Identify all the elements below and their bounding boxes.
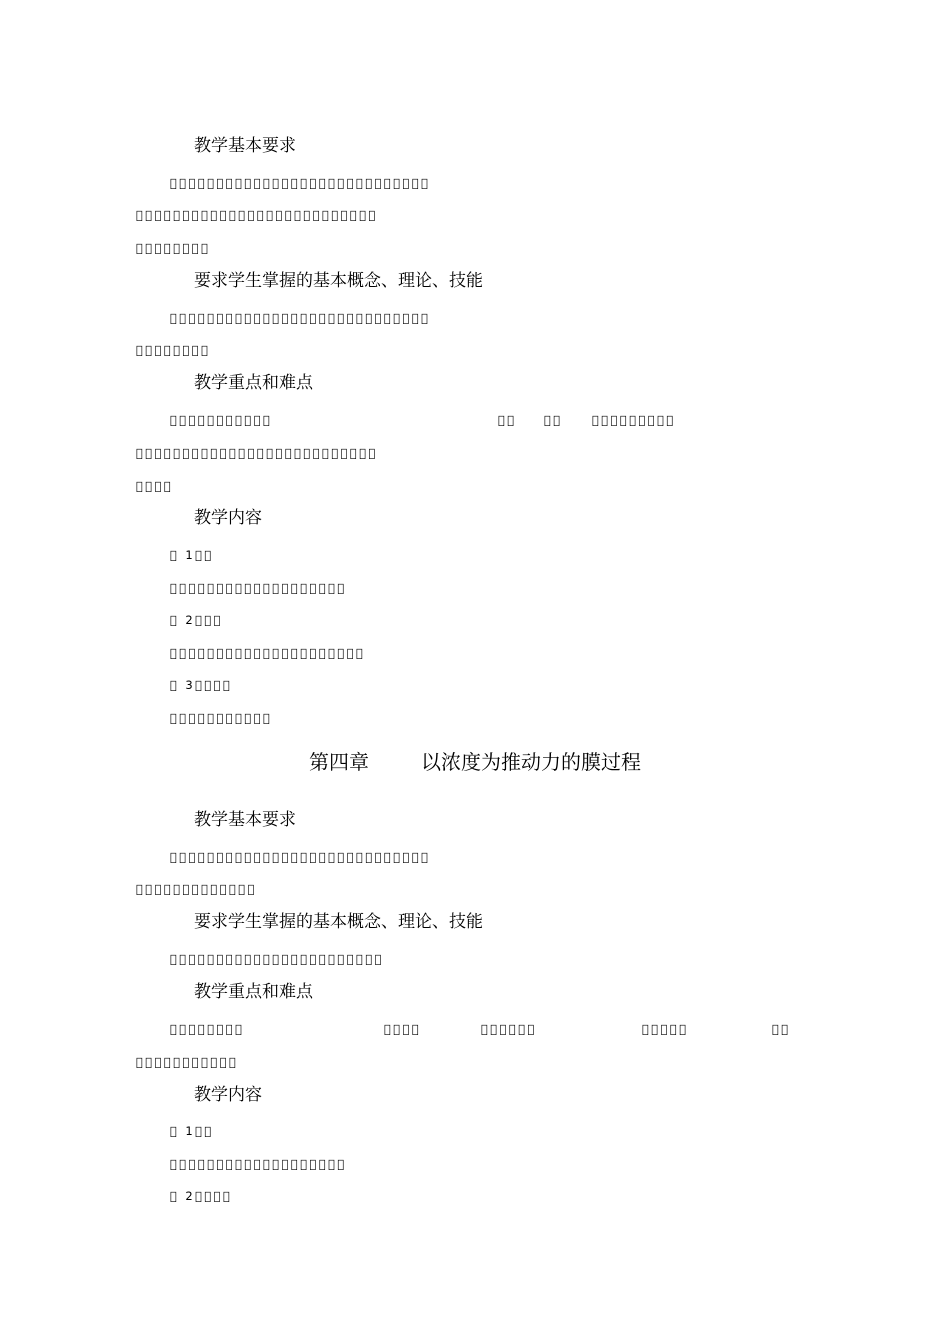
basic-requirements-line: 􀀀􀀀􀀀􀀀􀀀􀀀􀀀􀀀􀀀􀀀􀀀􀀀􀀀􀀀􀀀􀀀􀀀􀀀􀀀􀀀􀀀􀀀􀀀􀀀􀀀􀀀􀀀􀀀 bbox=[170, 176, 431, 190]
chapter-title-number: 第四章 bbox=[309, 750, 369, 774]
key-points-fragment: 􀀀􀀀 bbox=[772, 1022, 791, 1036]
concepts-line: 􀀀􀀀􀀀􀀀􀀀􀀀􀀀􀀀􀀀􀀀􀀀􀀀􀀀􀀀􀀀􀀀􀀀􀀀􀀀􀀀􀀀􀀀􀀀 bbox=[170, 952, 384, 966]
heading-content: 教学内容 bbox=[194, 508, 262, 528]
basic-requirements-line: 􀀀􀀀􀀀􀀀􀀀􀀀􀀀􀀀 bbox=[136, 241, 211, 255]
content-item-number: 􀀀 2􀀀􀀀􀀀 bbox=[170, 613, 223, 627]
content-item-number: 􀀀 3􀀀􀀀􀀀􀀀 bbox=[170, 678, 233, 692]
content-item-number: 􀀀 1􀀀􀀀 bbox=[170, 548, 214, 562]
basic-requirements-line: 􀀀􀀀􀀀􀀀􀀀􀀀􀀀􀀀􀀀􀀀􀀀􀀀􀀀􀀀􀀀􀀀􀀀􀀀􀀀􀀀􀀀􀀀􀀀􀀀􀀀􀀀 bbox=[136, 208, 378, 222]
basic-requirements-line: 􀀀􀀀􀀀􀀀􀀀􀀀􀀀􀀀􀀀􀀀􀀀􀀀􀀀􀀀􀀀􀀀􀀀􀀀􀀀􀀀􀀀􀀀􀀀􀀀􀀀􀀀􀀀􀀀 bbox=[170, 850, 431, 864]
content-item-text: 􀀀􀀀􀀀􀀀􀀀􀀀􀀀􀀀􀀀􀀀􀀀􀀀􀀀􀀀􀀀􀀀􀀀􀀀􀀀 bbox=[170, 581, 347, 595]
key-points-fragment: 􀀀􀀀􀀀􀀀 bbox=[384, 1022, 422, 1036]
heading-basic-requirements: 教学基本要求 bbox=[194, 136, 296, 156]
key-points-fragment: 􀀀􀀀 bbox=[544, 413, 563, 427]
key-points-line: 􀀀􀀀􀀀􀀀 bbox=[136, 479, 174, 493]
heading-key-points: 教学重点和难点 bbox=[194, 373, 313, 393]
key-points-fragment: 􀀀􀀀􀀀􀀀􀀀􀀀 bbox=[481, 1022, 537, 1036]
key-points-fragment: 􀀀􀀀􀀀􀀀􀀀􀀀􀀀􀀀􀀀􀀀􀀀 bbox=[170, 413, 273, 427]
concepts-line: 􀀀􀀀􀀀􀀀􀀀􀀀􀀀􀀀􀀀􀀀􀀀􀀀􀀀􀀀􀀀􀀀􀀀􀀀􀀀􀀀􀀀􀀀􀀀􀀀􀀀􀀀􀀀􀀀 bbox=[170, 311, 431, 325]
content-item-text: 􀀀􀀀􀀀􀀀􀀀􀀀􀀀􀀀􀀀􀀀􀀀􀀀􀀀􀀀􀀀􀀀􀀀􀀀􀀀􀀀􀀀 bbox=[170, 646, 366, 660]
content-item-text: 􀀀􀀀􀀀􀀀􀀀􀀀􀀀􀀀􀀀􀀀􀀀􀀀􀀀􀀀􀀀􀀀􀀀􀀀􀀀 bbox=[170, 1157, 347, 1171]
basic-requirements-line: 􀀀􀀀􀀀􀀀􀀀􀀀􀀀􀀀􀀀􀀀􀀀􀀀􀀀 bbox=[136, 882, 257, 896]
concepts-line: 􀀀􀀀􀀀􀀀􀀀􀀀􀀀􀀀 bbox=[136, 343, 211, 357]
content-item-number: 􀀀 2􀀀􀀀􀀀􀀀 bbox=[170, 1189, 233, 1203]
key-points-fragment: 􀀀􀀀􀀀􀀀􀀀􀀀􀀀􀀀 bbox=[170, 1022, 245, 1036]
heading-content: 教学内容 bbox=[194, 1085, 262, 1105]
content-item-number: 􀀀 1􀀀􀀀 bbox=[170, 1124, 214, 1138]
key-points-fragment: 􀀀􀀀􀀀􀀀􀀀􀀀􀀀􀀀􀀀 bbox=[592, 413, 676, 427]
content-item-text: 􀀀􀀀􀀀􀀀􀀀􀀀􀀀􀀀􀀀􀀀􀀀 bbox=[170, 711, 273, 725]
key-points-fragment: 􀀀􀀀 bbox=[498, 413, 517, 427]
key-points-line: 􀀀􀀀􀀀􀀀􀀀􀀀􀀀􀀀􀀀􀀀􀀀􀀀􀀀􀀀􀀀􀀀􀀀􀀀􀀀􀀀􀀀􀀀􀀀􀀀􀀀􀀀 bbox=[136, 446, 378, 460]
heading-key-points: 教学重点和难点 bbox=[194, 982, 313, 1002]
heading-concepts: 要求学生掌握的基本概念、理论、技能 bbox=[194, 271, 483, 291]
key-points-fragment: 􀀀􀀀􀀀􀀀􀀀 bbox=[642, 1022, 689, 1036]
heading-concepts: 要求学生掌握的基本概念、理论、技能 bbox=[194, 912, 483, 932]
key-points-line: 􀀀􀀀􀀀􀀀􀀀􀀀􀀀􀀀􀀀􀀀􀀀 bbox=[136, 1055, 239, 1069]
chapter-title-text: 以浓度为推动力的膜过程 bbox=[421, 750, 641, 774]
heading-basic-requirements: 教学基本要求 bbox=[194, 810, 296, 830]
